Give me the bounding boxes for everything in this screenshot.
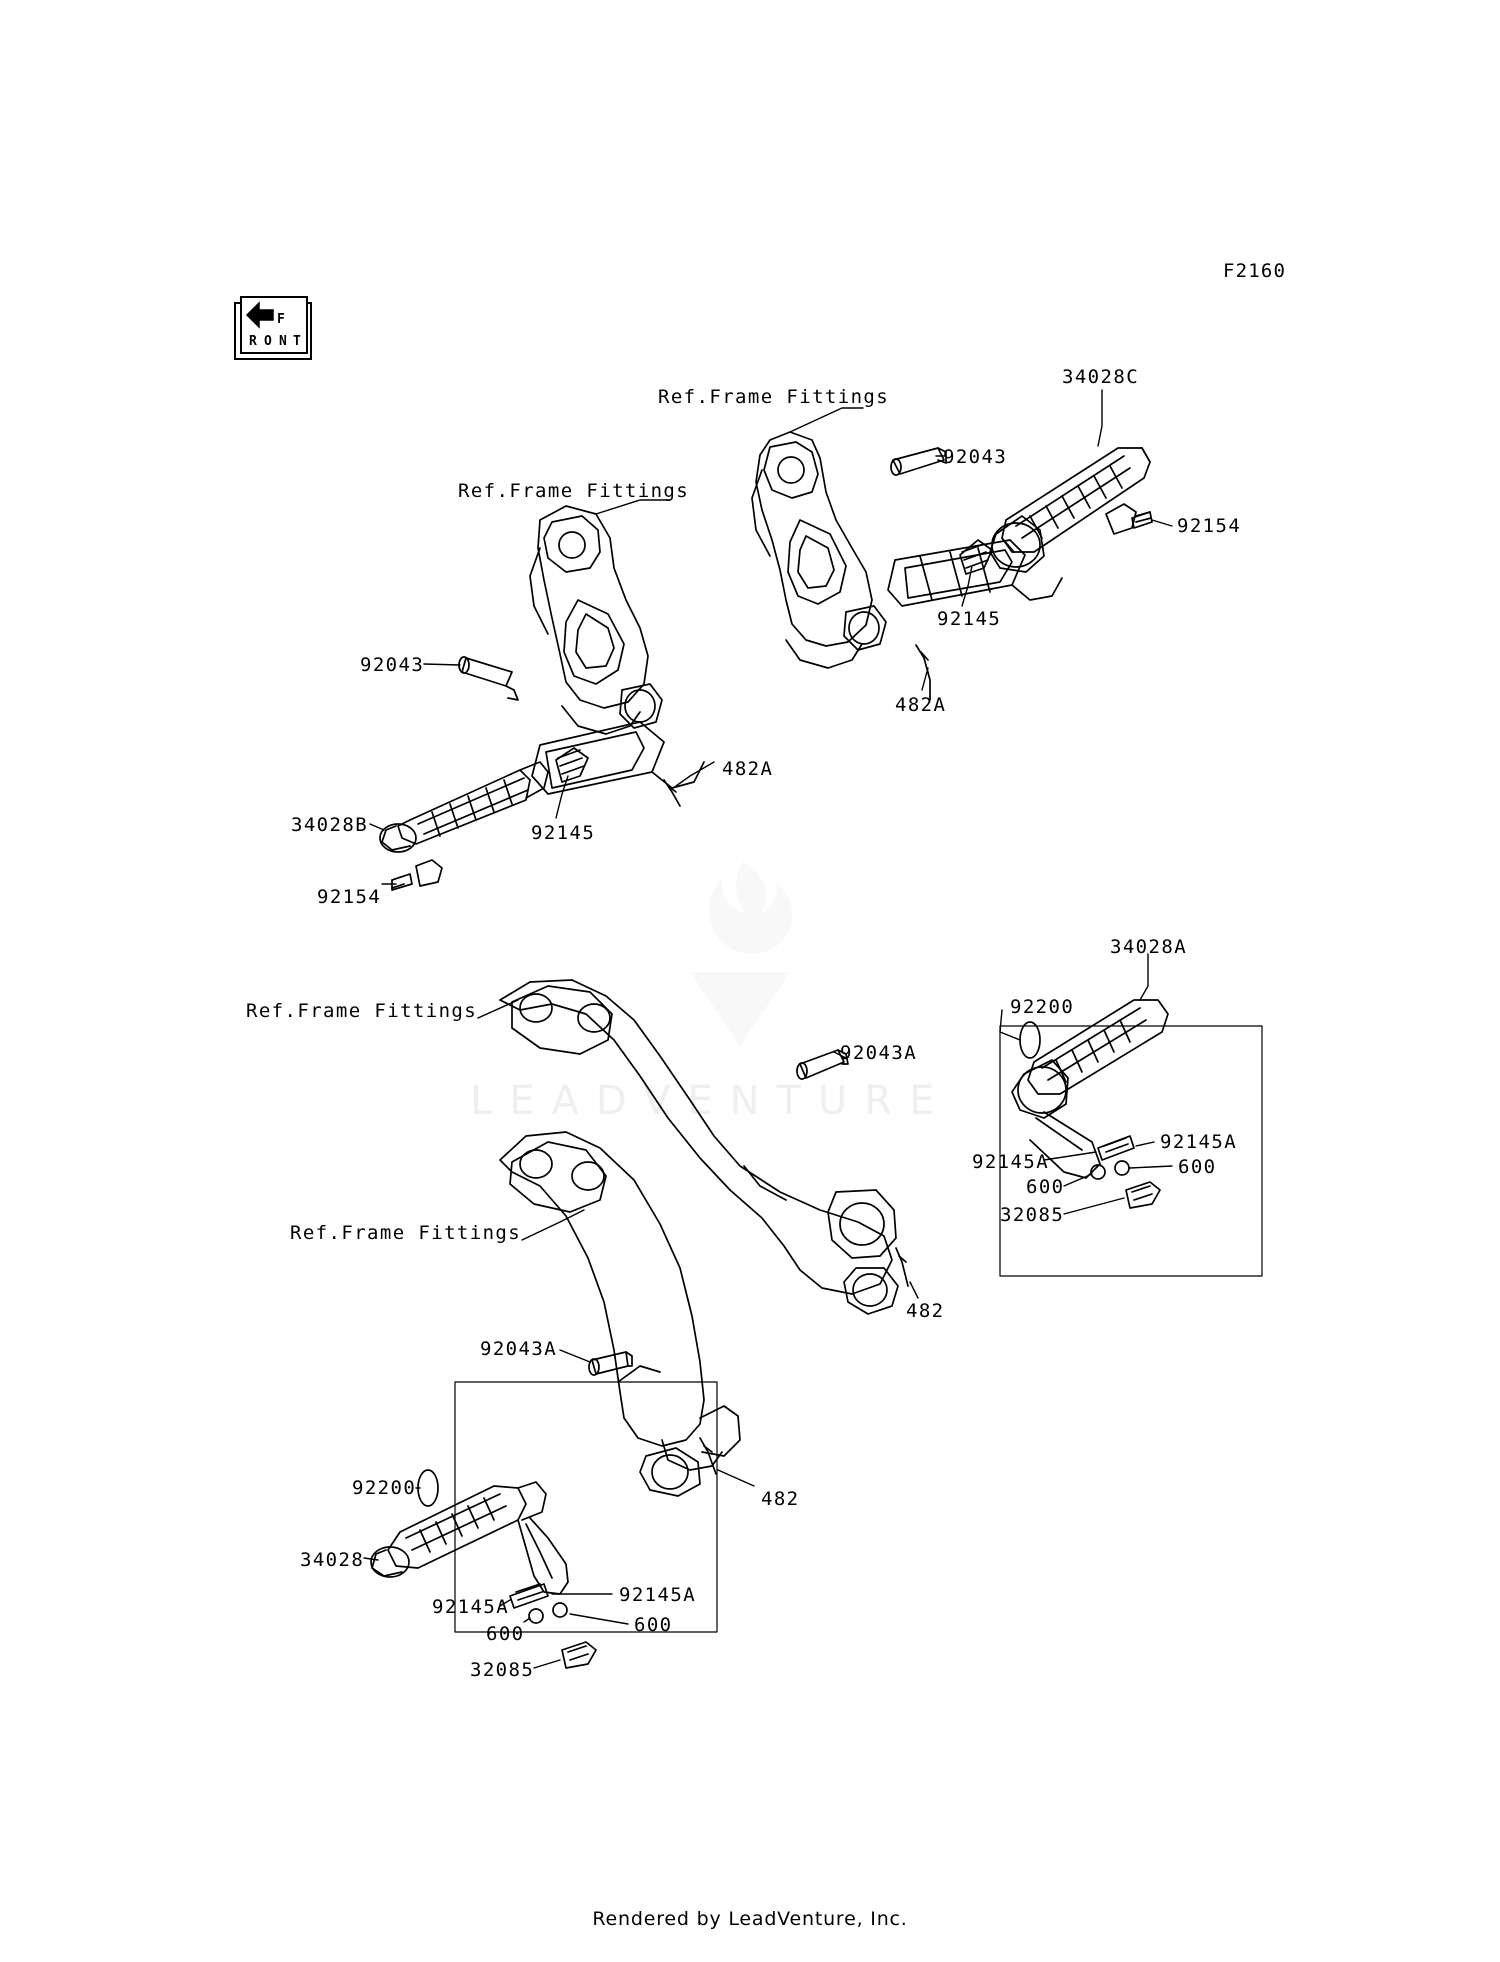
label-part-600-upper-left: 600 — [1026, 1176, 1065, 1198]
label-part-482-mid: 482 — [906, 1300, 945, 1322]
svg-text:R: R — [249, 334, 257, 349]
svg-text:O: O — [264, 334, 272, 349]
label-part-34028b: 34028B — [291, 814, 369, 836]
label-part-92145a-upper-right: 92145A — [1160, 1131, 1238, 1153]
label-ref-frame-fittings-1: Ref.Frame Fittings — [658, 386, 890, 408]
figure-code: F2160 — [1223, 260, 1287, 282]
label-part-92154-left: 92154 — [317, 886, 382, 908]
label-part-92043a-upper: 92043A — [840, 1042, 918, 1064]
watermark-text: LEADVENTURE — [470, 1078, 952, 1124]
label-part-92145a-lower-right: 92145A — [619, 1584, 697, 1606]
label-part-34028c: 34028C — [1062, 366, 1140, 388]
svg-text:T: T — [293, 334, 301, 349]
label-part-92154-top: 92154 — [1177, 515, 1242, 537]
label-part-92043a-lower: 92043A — [480, 1338, 558, 1360]
label-ref-frame-fittings-2: Ref.Frame Fittings — [458, 480, 690, 502]
label-part-92145-top: 92145 — [937, 608, 1002, 630]
label-part-32085-upper: 32085 — [1000, 1204, 1065, 1226]
label-part-92200-upper: 92200 — [1010, 996, 1075, 1018]
label-part-32085-lower: 32085 — [470, 1659, 535, 1681]
label-part-92043-left: 92043 — [360, 654, 425, 676]
label-ref-frame-fittings-4: Ref.Frame Fittings — [290, 1222, 522, 1244]
label-part-92043-top: 92043 — [943, 446, 1008, 468]
label-part-600-upper-right: 600 — [1178, 1156, 1217, 1178]
label-part-482a-mid: 482A — [722, 758, 774, 780]
label-ref-frame-fittings-3: Ref.Frame Fittings — [246, 1000, 478, 1022]
label-part-92200-lower: 92200 — [352, 1477, 417, 1499]
label-part-482-lower: 482 — [761, 1488, 800, 1510]
watermark-logo — [690, 862, 792, 1046]
footer-credit: Rendered by LeadVenture, Inc. — [592, 1908, 908, 1930]
label-part-600-lower-left: 600 — [486, 1623, 525, 1645]
label-part-34028a: 34028A — [1110, 936, 1188, 958]
label-part-92145-left: 92145 — [531, 822, 596, 844]
svg-text:N: N — [279, 334, 287, 349]
svg-text:F: F — [277, 312, 285, 327]
label-part-92145a-lower-left: 92145A — [432, 1596, 510, 1618]
label-part-34028: 34028 — [300, 1549, 365, 1571]
label-part-600-lower-right: 600 — [634, 1614, 673, 1636]
label-part-92145a-upper-left: 92145A — [972, 1151, 1050, 1173]
label-part-482a-top: 482A — [895, 694, 947, 716]
